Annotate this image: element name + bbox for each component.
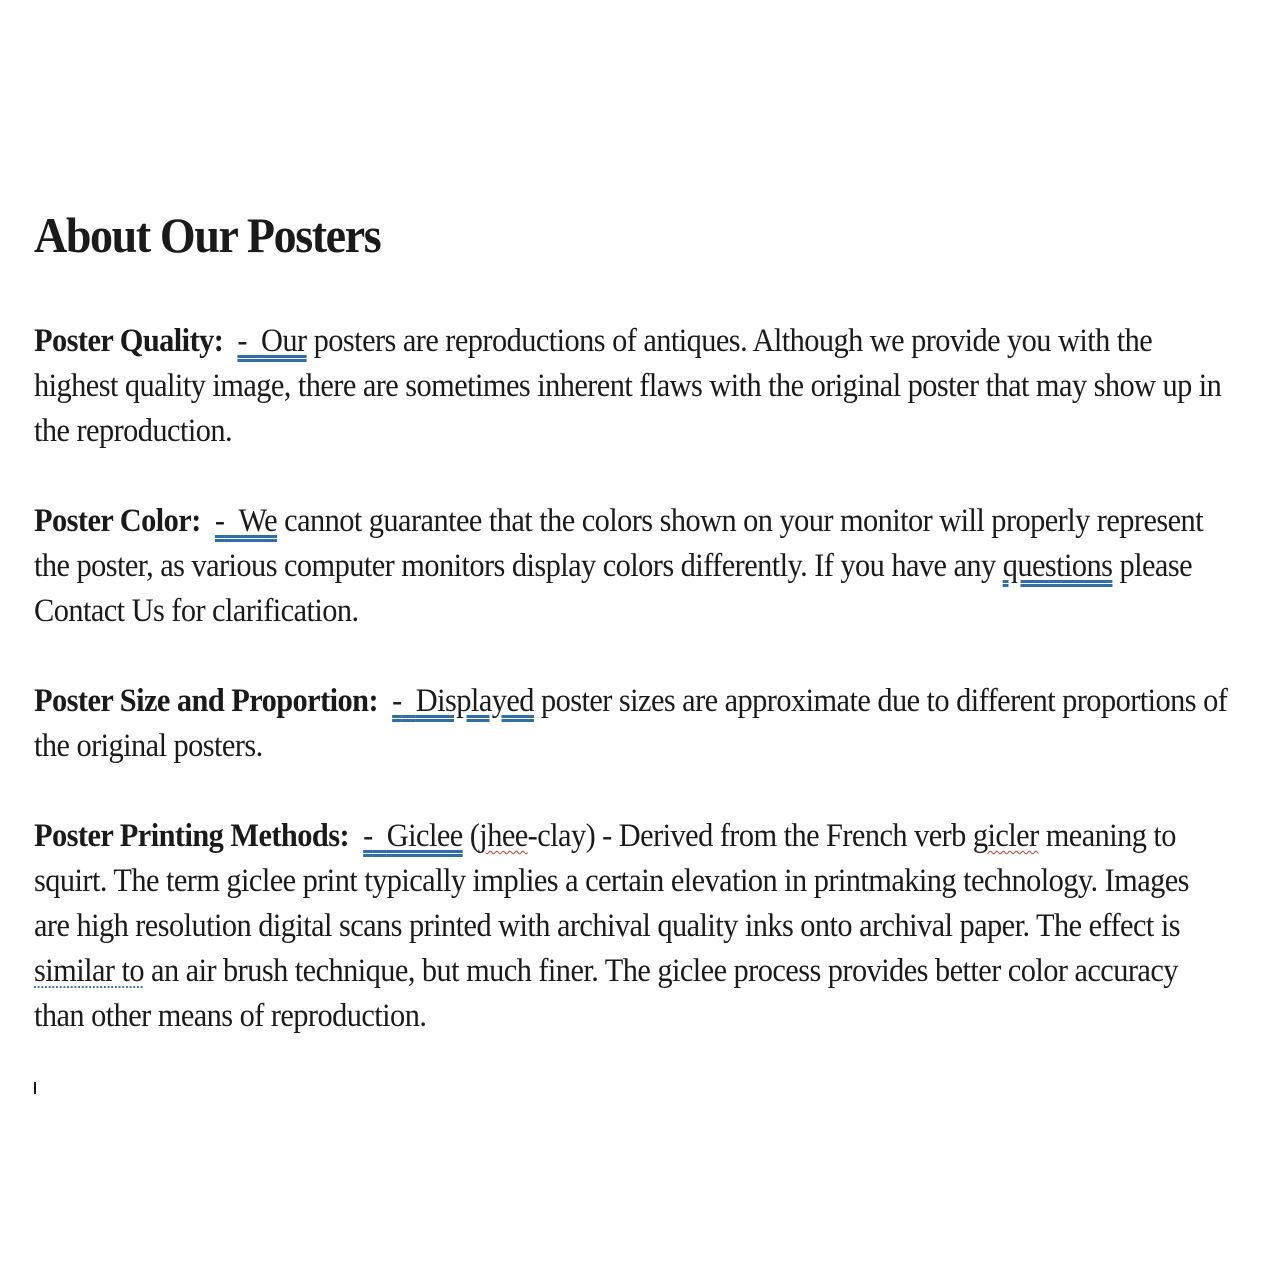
section-heading: Poster Color:: [34, 503, 201, 539]
section-text: poster sizes are approximate due to different proportions of the original posters.: [34, 683, 1228, 764]
pron-word: jhee: [479, 818, 528, 854]
lead-word: Giclee: [386, 818, 463, 854]
section-text: posters are reproductions of antiques. Although we provide you with the highest quality image, there are sometimes inherent flaws with the original poster that may show up in the reproduction.: [34, 323, 1222, 449]
verb-word: gicler: [972, 818, 1039, 854]
section-text: cannot guarantee that the colors shown on your monitor will properly represent the poster, as various computer monitors display colors differently. If you have any: [34, 503, 1204, 584]
pron-open: (: [469, 818, 480, 854]
section-heading: Poster Quality:: [34, 323, 224, 359]
dash: -: [363, 818, 373, 854]
section-poster-printing: [34, 814, 1230, 1039]
lead-word: Our: [261, 323, 307, 359]
text-cursor: [34, 1082, 36, 1094]
marked-word: questions: [1002, 548, 1113, 584]
section-text-end: an air brush technique, but much finer. The giclee process provides better color accuracy than other means of reproduction.: [34, 953, 1178, 1034]
pron-rest: -clay) - Derived from the French verb: [527, 818, 966, 854]
page-title: About Our Posters: [34, 207, 381, 263]
lead-word: Displayed: [415, 683, 534, 719]
dotted-phrase: similar to: [34, 953, 145, 989]
section-text-after: please Contact Us for clarification.: [34, 548, 1193, 629]
dash: -: [214, 503, 225, 539]
document-body: [34, 203, 1230, 1084]
section-poster-size: [34, 679, 1230, 769]
dash: -: [392, 683, 402, 719]
section-poster-quality: [34, 319, 1230, 454]
section-heading: Poster Size and Proportion:: [34, 683, 379, 719]
dash: -: [237, 323, 247, 359]
section-heading: Poster Printing Methods:: [34, 818, 350, 854]
section-text: meaning to squirt. The term giclee print typically implies a certain elevation in printmaking technology. Images are high resolution digital scans printed with archival quality inks onto archival paper. The effect is: [34, 818, 1189, 944]
lead-word: We: [238, 503, 278, 539]
section-poster-color: [34, 499, 1230, 634]
